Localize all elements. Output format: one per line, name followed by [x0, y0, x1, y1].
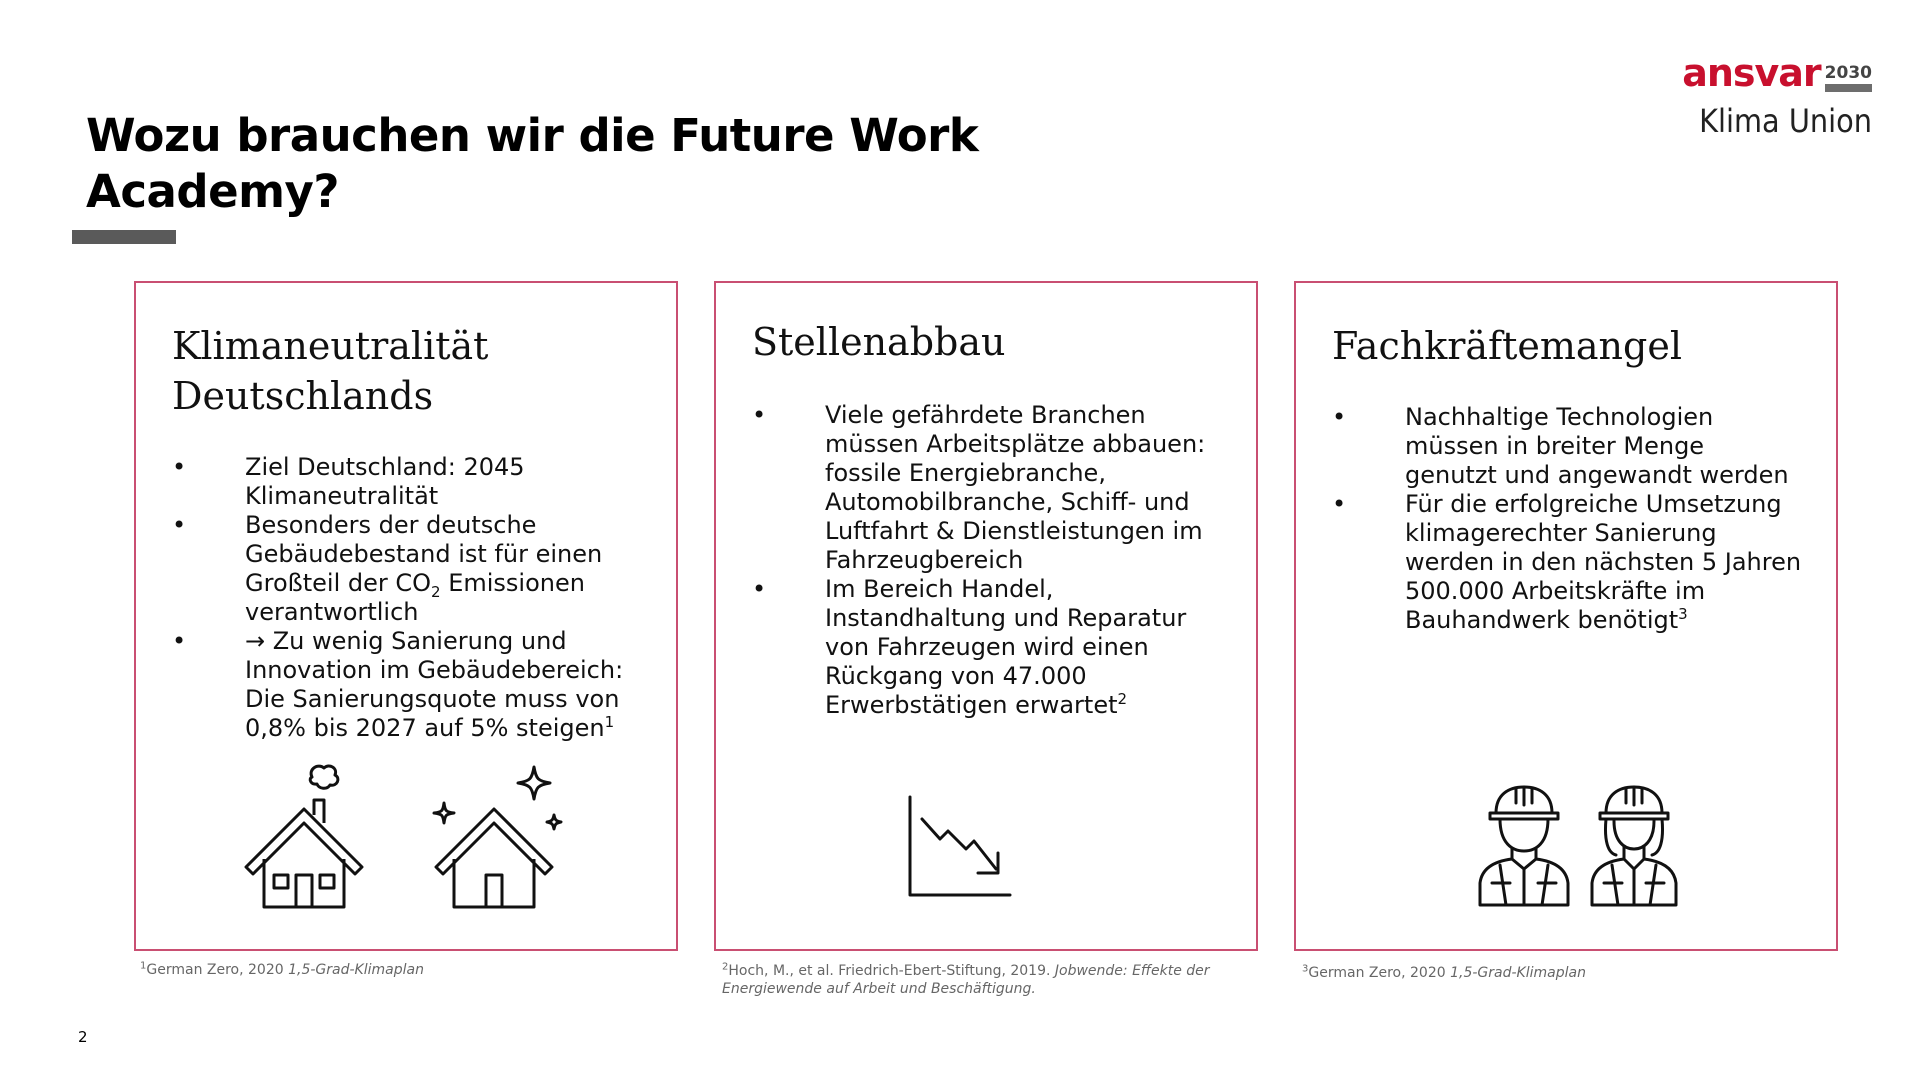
- footnote-number: 1: [140, 960, 147, 972]
- footnote-text: German Zero, 2020: [146, 962, 289, 978]
- card-heading: Fachkräftemangel: [1332, 324, 1682, 368]
- footnote-ref: 2: [1117, 690, 1128, 708]
- footnote-3: [1302, 964, 1842, 982]
- list-item: [752, 401, 1222, 575]
- bullet-list: [1332, 403, 1802, 635]
- card-klimaneutralitaet: [134, 281, 678, 951]
- bullet-marker: •: [172, 511, 187, 539]
- footnote-number: 2: [722, 961, 729, 973]
- footnote-ref: 3: [1678, 605, 1688, 623]
- list-item: [1332, 403, 1802, 490]
- bullet-list: [172, 453, 642, 743]
- bullet-text: Im Bereich Handel, Instandhaltung und Reparatur von Fahrzeugen wird einen Rückgang von 47.000 Erwerbstätigen erwartet: [825, 575, 1187, 719]
- female-worker-icon: [1586, 783, 1682, 907]
- bullet-marker: •: [752, 401, 767, 429]
- page-title: Wozu brauchen wir die Future Work Academy?: [86, 109, 979, 218]
- bullet-text: Emissionen verantwortlich: [245, 569, 585, 626]
- bullet-marker: •: [1332, 490, 1347, 518]
- bullet-list: [752, 401, 1222, 720]
- bullet-text: → Zu wenig Sanierung und Innovation im Gebäudebereich: Die Sanierungsquote muss von 0,8% bis 2027 auf 5% steigen: [245, 627, 624, 742]
- title-underline-bar: [72, 230, 176, 244]
- footnote-title: 1,5-Grad-Klimaplan: [1450, 965, 1586, 981]
- card-heading: Stellenabbau: [752, 320, 1006, 364]
- logo-year-bar: [1825, 84, 1872, 92]
- house-sparkle-icon: [432, 763, 567, 903]
- footnote-title: 1,5-Grad-Klimaplan: [288, 962, 424, 978]
- footnote-title: Jobwende: Effekte der Energiewende auf Arbeit und Beschäftigung.: [722, 963, 1210, 997]
- list-item: [172, 453, 642, 511]
- male-worker-icon: [1476, 783, 1572, 907]
- bullet-marker: •: [1332, 403, 1347, 431]
- list-item: [1332, 490, 1802, 635]
- card-heading-line: Klimaneutralität: [172, 324, 489, 368]
- bullet-marker: •: [172, 453, 187, 481]
- house-smoke-icon: [244, 763, 374, 903]
- logo: [1674, 48, 1874, 148]
- card-heading: [172, 321, 488, 421]
- bullet-text: Nachhaltige Technologien müssen in breiter Menge genutzt und angewandt werden: [1405, 403, 1789, 489]
- logo-year: 2030: [1824, 63, 1872, 83]
- declining-chart-icon: [906, 795, 1016, 905]
- list-item: [752, 575, 1222, 720]
- bullet-text: Viele gefährdete Branchen müssen Arbeitsplätze abbauen: fossile Energiebranche, Automobilbranche, Schiff- und Luftfahrt & Dienstleistungen im Fahrzeugbereich: [825, 401, 1206, 574]
- subscript: 2: [431, 582, 441, 601]
- footnote-text: Hoch, M., et al. Friedrich-Ebert-Stiftung, 2019.: [728, 963, 1055, 979]
- list-item: [172, 511, 642, 627]
- bullet-text: Für die erfolgreiche Umsetzung klimagerechter Sanierung werden in den nächsten 5 Jahren 500.000 Arbeitskräfte im Bauhandwerk benötigt: [1405, 490, 1802, 634]
- logo-subtitle: Klima Union: [1699, 102, 1872, 140]
- page-number: 2: [78, 1028, 88, 1046]
- bullet-marker: •: [752, 575, 767, 603]
- logo-year-block: [1825, 64, 1872, 92]
- footnote-ref: 1: [604, 713, 615, 731]
- footnote-2: [722, 962, 1242, 998]
- footnote-number: 3: [1302, 963, 1309, 975]
- logo-wordmark: [1682, 51, 1872, 95]
- bullet-text: Besonders der deutsche Gebäudebestand ist für einen Großteil der CO: [245, 511, 603, 597]
- bullet-marker: •: [172, 627, 187, 655]
- footnote-text: German Zero, 2020: [1308, 965, 1451, 981]
- card-stellenabbau: [714, 281, 1258, 951]
- card-fachkraeftemangel: [1294, 281, 1838, 951]
- footnote-1: [140, 961, 680, 979]
- list-item: [172, 627, 642, 743]
- logo-brand: ansvar: [1682, 51, 1821, 95]
- card-heading-line: Deutschlands: [172, 374, 434, 418]
- bullet-text: Ziel Deutschland: 2045 Klimaneutralität: [245, 453, 525, 510]
